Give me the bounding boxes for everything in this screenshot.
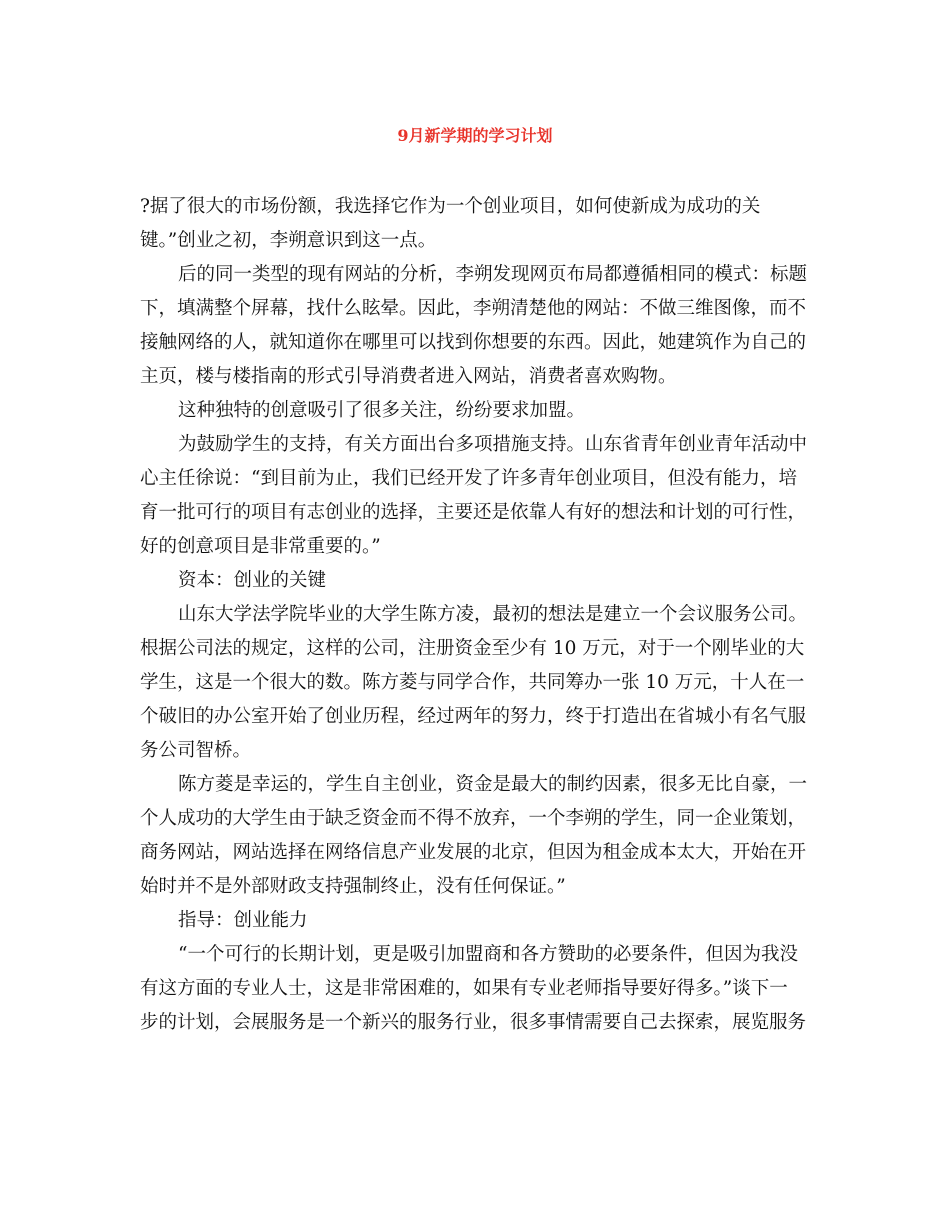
paragraph-line: 后的同一类型的现有网站的分析，李朔发现网页布局都遵循相同的模式：标题 [178, 264, 808, 285]
document-title: 9月新学期的学习计划 [397, 126, 553, 145]
paragraph-line: 育一批可行的项目有志创业的选择，主要还是依靠人有好的想法和计划的可行性， [140, 502, 807, 523]
paragraph-line: 步的计划，会展服务是一个新兴的服务行业，很多事情需要自己去探索，展览服务 [140, 1012, 807, 1033]
paragraph-line: 山东大学法学院毕业的大学生陈方凌，最初的想法是建立一个会议服务公司。 [178, 604, 808, 625]
paragraph-line: 有这方面的专业人士，这是非常困难的，如果有专业老师指导要好得多。”谈下一 [140, 978, 788, 999]
paragraph [140, 428, 820, 564]
paragraph-line: 键。”创业之初，李朔意识到这一点。 [140, 230, 437, 251]
paragraph [140, 904, 820, 938]
paragraph-line: 陈方菱是幸运的，学生自主创业，资金是最大的制约因素，很多无比自豪，一 [178, 774, 808, 795]
paragraph-line: 好的创意项目是非常重要的。” [140, 536, 381, 557]
paragraph-line: 个人成功的大学生由于缺乏资金而不得不放弃，一个李朔的学生，同一企业策划， [140, 808, 807, 829]
paragraph-line: 资本：创业的关键 [178, 570, 327, 591]
paragraph-line: 始时并不是外部财政支持强制终止，没有任何保证。” [140, 876, 566, 897]
paragraph-line: ?据了很大的市场份额，我选择它作为一个创业项目，如何使新成为成功的关 [140, 196, 761, 217]
paragraph-line: 商务网站，网站选择在网络信息产业发展的北京，但因为租金成本太大，开始在开 [140, 842, 807, 863]
paragraph-line: 个破旧的办公室开始了创业历程，经过两年的努力，终于打造出在省城小有名气服 [140, 706, 807, 727]
document-body [140, 190, 820, 1040]
paragraph-line: “一个可行的长期计划，更是吸引加盟商和各方赞助的必要条件，但因为我没 [178, 944, 798, 965]
paragraph-line: 为鼓励学生的支持，有关方面出台多项措施支持。山东省青年创业青年活动中 [178, 434, 808, 455]
paragraph-line: 接触网络的人，就知道你在哪里可以找到你想要的东西。因此，她建筑作为自己的 [140, 332, 807, 353]
paragraph [140, 564, 820, 598]
paragraph-line: 下，填满整个屏幕，找什么眩晕。因此，李朔清楚他的网站：不做三维图像，而不 [140, 298, 807, 319]
paragraph [140, 938, 820, 1040]
paragraph-line: 心主任徐说：“到目前为止，我们已经开发了许多青年创业项目，但没有能力，培 [140, 468, 797, 489]
paragraph [140, 598, 820, 768]
paragraph-line: 务公司智桥。 [140, 740, 252, 761]
paragraph-line: 根据公司法的规定，这样的公司，注册资金至少有 10 万元，对于一个刚毕业的大 [140, 638, 805, 659]
paragraph-line: 主页，楼与楼指南的形式引导消费者进入网站，消费者喜欢购物。 [140, 366, 677, 387]
paragraph-line: 学生，这是一个很大的数。陈方菱与同学合作，共同筹办一张 10 万元，十人在一 [140, 672, 805, 693]
paragraph [140, 258, 820, 394]
paragraph [140, 768, 820, 904]
paragraph-line: 这种独特的创意吸引了很多关注，纷纷要求加盟。 [178, 400, 586, 421]
paragraph [140, 190, 820, 258]
paragraph-line: 指导：创业能力 [178, 910, 308, 931]
paragraph [140, 394, 820, 428]
